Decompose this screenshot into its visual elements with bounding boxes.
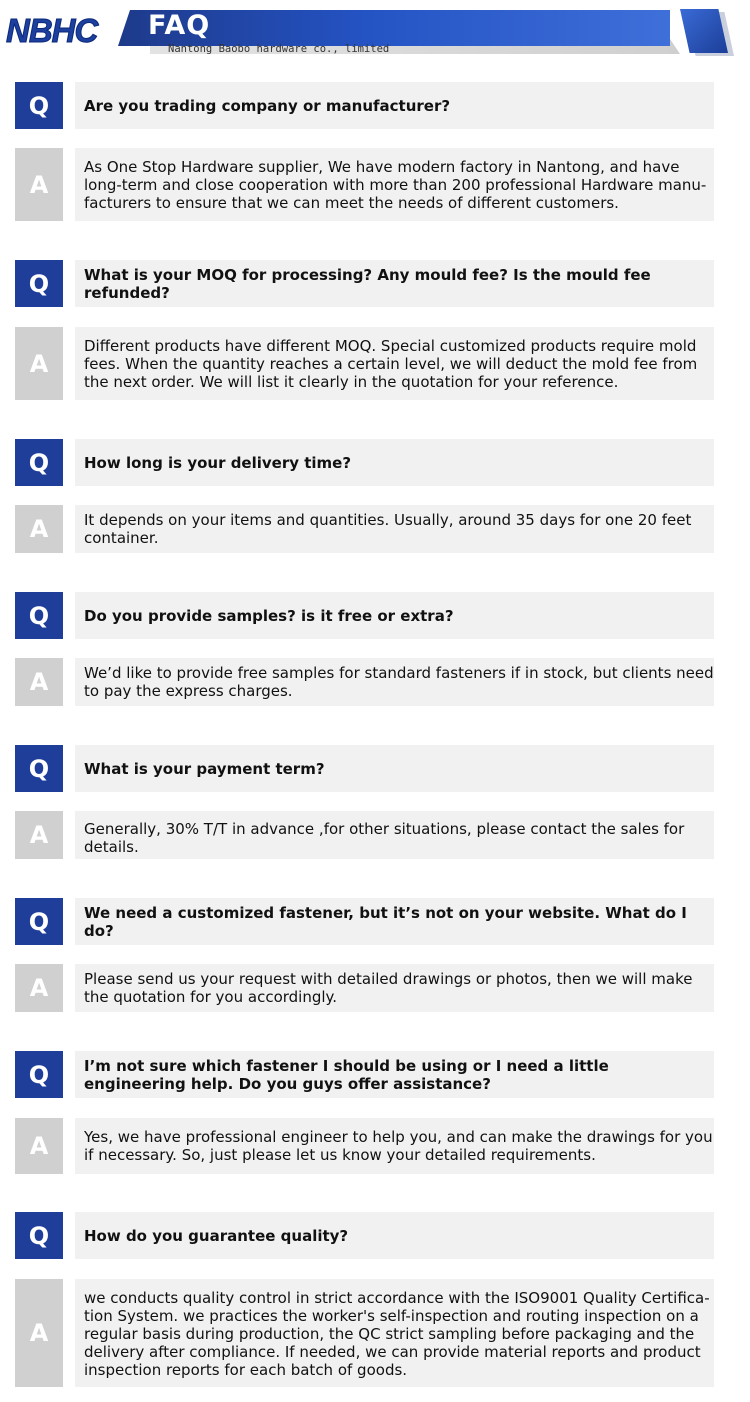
question-box [75, 260, 714, 307]
a-badge: A [15, 658, 63, 706]
q-badge: Q [15, 439, 63, 486]
answer-box [75, 505, 714, 553]
q-badge: Q [15, 260, 63, 307]
answer-text: Please send us your request with detailed drawings or photos, then we will make the quotation for you accordingly. [84, 970, 693, 1006]
answer-text: Different products have different MOQ. Special customized products require mold fees. When the quantity reaches a certain level, we will deduct the mold fee from the next order. We will list it clearly in the quotation for your reference. [84, 337, 698, 391]
question-text: What is your payment term? [84, 759, 325, 778]
question-box [75, 592, 714, 639]
a-badge: A [15, 148, 63, 221]
question-text: How long is your delivery time? [84, 453, 352, 472]
answer-box [75, 811, 714, 859]
a-badge: A [15, 505, 63, 553]
a-badge: A [15, 327, 63, 400]
question-text: How do you guarantee quality? [84, 1226, 349, 1245]
q-badge: Q [15, 1212, 63, 1259]
answer-box [75, 327, 714, 400]
q-badge: Q [15, 82, 63, 129]
question-box [75, 745, 714, 792]
answer-text: It depends on your items and quantities. Usually, around 35 days for one 20 feet container. [84, 511, 692, 547]
question-text: Do you provide samples? is it free or extra? [84, 606, 454, 625]
answer-box [75, 1118, 714, 1174]
logo-text: NBHC [6, 12, 98, 49]
q-badge: Q [15, 745, 63, 792]
page-title: FAQ [148, 10, 211, 41]
answer-box [75, 148, 714, 221]
question-box [75, 898, 714, 945]
question-box [75, 439, 714, 486]
question-box [75, 1051, 714, 1098]
q-badge: Q [15, 898, 63, 945]
a-badge: A [15, 1279, 63, 1387]
q-badge: Q [15, 1051, 63, 1098]
page-header [0, 0, 750, 60]
question-box [75, 1212, 714, 1259]
answer-text: Yes, we have professional engineer to help you, and can make the drawings for you if necessary. So, just please let us know your detailed requirements. [84, 1128, 713, 1164]
answer-text: we conducts quality control in strict accordance with the ISO9001 Quality Certifica-tion System. we practices the worker's self-inspection and routing inspection on a regular basis during production, the QC strict sampling before packaging and the delivery after compliance. If needed, we can provide material reports and product inspection reports for each batch of goods. [84, 1289, 710, 1379]
company-name: Nantong Baobo hardware co., limited [168, 43, 390, 55]
answer-box [75, 964, 714, 1012]
q-badge: Q [15, 592, 63, 639]
answer-text: Generally, 30% T/T in advance ,for other situations, please contact the sales for details. [84, 820, 685, 856]
answer-box [75, 1279, 714, 1387]
answer-text: We’d like to provide free samples for standard fasteners if in stock, but clients need to pay the express charges. [84, 664, 714, 700]
question-box [75, 82, 714, 129]
question-text: We need a customized fastener, but it’s not on your website. What do I do? [84, 903, 687, 940]
a-badge: A [15, 964, 63, 1012]
a-badge: A [15, 1118, 63, 1174]
question-text: Are you trading company or manufacturer? [84, 96, 451, 115]
answer-box [75, 658, 714, 706]
answer-text: As One Stop Hardware supplier, We have modern factory in Nantong, and have long-term and close cooperation with more than 200 professional Hardware manu-facturers to ensure that we can meet the needs of different customers. [84, 158, 707, 212]
a-badge: A [15, 811, 63, 859]
question-text: I’m not sure which fastener I should be using or I need a little engineering help. Do you guys offer assistance? [84, 1056, 609, 1093]
logo [0, 8, 128, 48]
question-text: What is your MOQ for processing? Any mould fee? Is the mould fee refunded? [84, 265, 651, 302]
